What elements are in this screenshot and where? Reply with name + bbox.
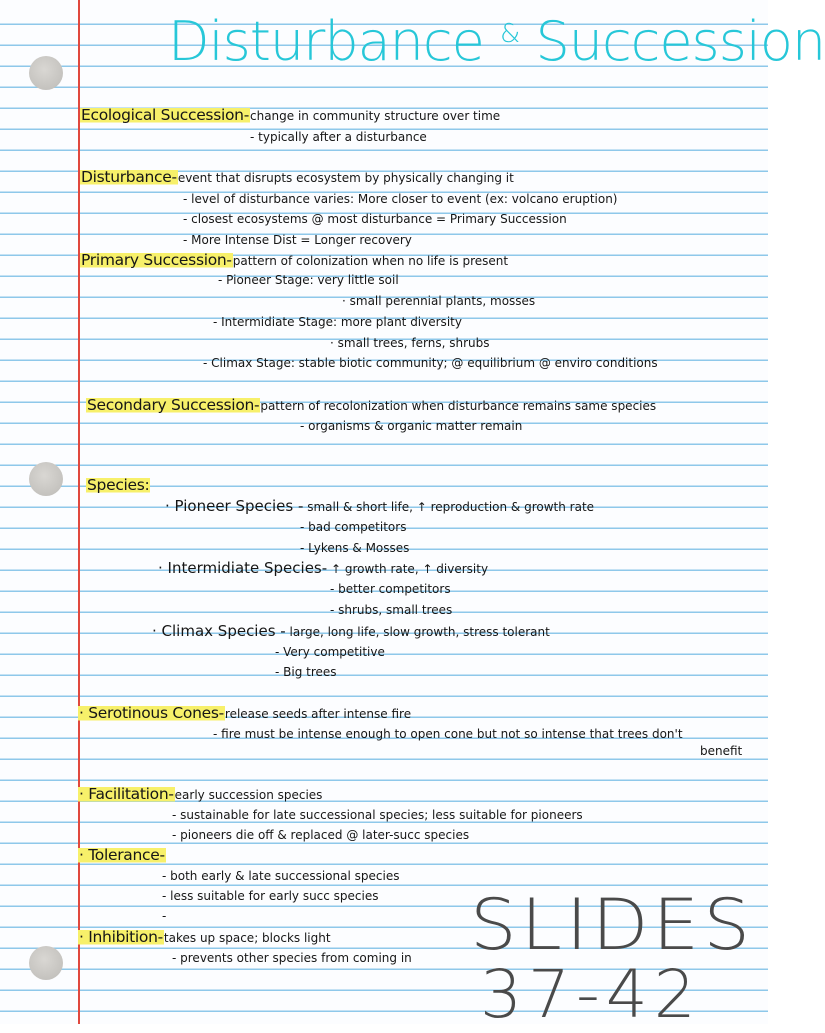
climax-species-note-2: - Big trees: [275, 665, 337, 679]
ecological-succession-note: - typically after a disturbance: [250, 130, 427, 144]
disturbance-note-1: - level of disturbance varies: More closer to event (ex: volcano eruption): [183, 192, 618, 206]
serotinous-cones-note-end: benefit: [700, 744, 743, 758]
facilitation-note-2: - pioneers die off & replaced @ later-succ species: [172, 828, 470, 842]
intermediate-species-note-2: - shrubs, small trees: [330, 603, 453, 617]
margin-line: [78, 0, 80, 1024]
primary-succession-heading: Primary Succession-: [81, 251, 232, 269]
serotinous-cones-def: release seeds after intense fire: [224, 707, 412, 721]
disturbance-heading: Disturbance-: [81, 168, 177, 186]
climax-stage: - Climax Stage: stable biotic community; @ equilibrium @ enviro conditions: [203, 356, 658, 370]
serotinous-cones-line: [78, 703, 411, 724]
facilitation-heading: · Facilitation-: [79, 785, 174, 803]
serotinous-cones-note: - fire must be intense enough to open cone but not so intense that trees don't: [213, 727, 683, 741]
pioneer-stage-detail: · small perennial plants, mosses: [342, 294, 536, 308]
pioneer-species-note-2: - Lykens & Mosses: [300, 541, 410, 555]
pioneer-species-def: small & short life, ↑ reproduction & growth rate: [307, 500, 595, 514]
species-heading: Species:: [87, 476, 150, 494]
ecological-succession-heading: Ecological Succession-: [81, 106, 249, 124]
tolerance-heading: · Tolerance-: [79, 846, 165, 864]
facilitation-line: [78, 784, 322, 805]
serotinous-cones-heading: · Serotinous Cones-: [79, 704, 224, 722]
inhibition-def: takes up space; blocks light: [163, 931, 331, 945]
species-line: [86, 475, 150, 496]
disturbance-line: [80, 167, 514, 188]
pioneer-species-label: · Pioneer Species -: [165, 497, 304, 515]
intermediate-species-line: [158, 558, 488, 579]
pioneer-stage: - Pioneer Stage: very little soil: [218, 273, 399, 287]
ecological-succession-def: change in community structure over time: [250, 109, 501, 123]
slides-range: 37-42: [480, 956, 702, 1033]
intermediate-species-note-1: - better competitors: [330, 582, 451, 596]
binder-hole-top: [29, 56, 63, 90]
binder-hole-bottom: [29, 946, 63, 980]
ecological-succession-line: [80, 105, 500, 126]
climax-species-line: [152, 621, 550, 642]
facilitation-note-1: - sustainable for late successional species; less suitable for pioneers: [172, 808, 583, 822]
tolerance-note-3: -: [162, 909, 167, 923]
disturbance-note-2: - closest ecosystems @ most disturbance = Primary Succession: [183, 212, 567, 226]
slides-word: SLIDES: [470, 884, 755, 966]
disturbance-note-3: - More Intense Dist = Longer recovery: [183, 233, 412, 247]
title-ampersand: &: [500, 19, 520, 49]
inhibition-heading: · Inhibition-: [79, 928, 163, 946]
disturbance-def: event that disrupts ecosystem by physically changing it: [177, 171, 514, 185]
binder-hole-middle: [29, 462, 63, 496]
secondary-succession-def: pattern of recolonization when disturbance remains same species: [260, 399, 657, 413]
page-title: [168, 10, 825, 73]
primary-succession-def: pattern of colonization when no life is present: [232, 254, 509, 268]
title-part-1: Disturbance: [168, 10, 484, 73]
climax-species-def: large, long life, slow growth, stress tolerant: [289, 625, 550, 639]
pioneer-species-note-1: - bad competitors: [300, 520, 407, 534]
tolerance-note-1: - both early & late successional species: [162, 869, 400, 883]
tolerance-note-2: - less suitable for early succ species: [162, 889, 379, 903]
intermediate-stage-detail: · small trees, ferns, shrubs: [330, 336, 490, 350]
pioneer-species-line: [165, 496, 594, 517]
inhibition-note: - prevents other species from coming in: [172, 951, 412, 965]
secondary-succession-heading: Secondary Succession-: [87, 396, 260, 414]
tolerance-line: [78, 845, 166, 866]
intermediate-species-label: · Intermidiate Species-: [158, 559, 328, 577]
climax-species-label: · Climax Species -: [152, 622, 286, 640]
intermediate-stage: - Intermidiate Stage: more plant diversity: [213, 315, 462, 329]
title-part-2: Succession: [535, 10, 825, 73]
secondary-succession-note: - organisms & organic matter remain: [300, 419, 523, 433]
facilitation-def: early succession species: [174, 788, 323, 802]
inhibition-line: [78, 927, 331, 948]
primary-succession-line: [80, 250, 508, 271]
climax-species-note-1: - Very competitive: [275, 645, 385, 659]
secondary-succession-line: [86, 395, 656, 416]
slides-reference: [470, 884, 755, 1033]
intermediate-species-def: ↑ growth rate, ↑ diversity: [331, 562, 489, 576]
